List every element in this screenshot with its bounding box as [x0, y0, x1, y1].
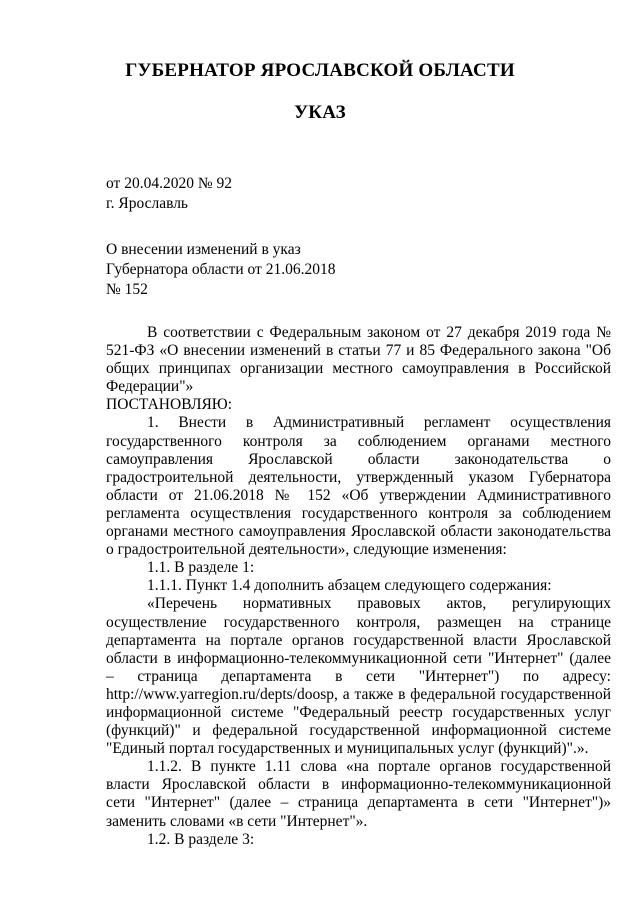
item-1-1-1-paragraph: 1.1.1. Пункт 1.4 дополнить абзацем следующего содержания:: [147, 577, 552, 595]
subject-line-2: Губернатора области от 21.06.2018: [106, 261, 336, 278]
quoted-paragraph: «Перечень нормативных правовых актов, регулирующих осуществление государственного контроля, размещен на странице департамента на портале органов государственной власти Ярославской области в информационно-телекоммуникационной сети "Интернет" (далее – страница департамента в сети "Интернет") по адресу: http://www.yarregion.ru/depts/doosp, а также в федеральной государственной информационной системе "Федеральный реестр государственных услуг (функций)" и федеральной государственной информационной системе "Единый портал государственных и муниципальных услуг (функций)".».: [106, 595, 611, 758]
item-1-1-paragraph: 1.1. В разделе 1:: [147, 559, 255, 577]
date-block: [106, 174, 232, 214]
subject-line-3: № 152: [106, 281, 148, 298]
city: г. Ярославль: [106, 195, 188, 212]
resolve-heading: ПОСТАНОВЛЯЮ:: [106, 396, 233, 414]
date-number: от 20.04.2020 № 92: [106, 175, 232, 192]
preamble-paragraph: В соответствии с Федеральным законом от 27 декабря 2019 года № 521-ФЗ «О внесении изменений в статьи 77 и 85 Федерального закона "Об общих принципах организации местного самоуправления в Российской Федерации"»: [106, 324, 611, 396]
subject-line-1: О внесении изменений в указ: [106, 241, 301, 258]
item-1-paragraph: 1. Внести в Административный регламент осуществления государственного контроля за соблюдением органами местного самоуправления Ярославской области законодательства о градостроительной деятельности, утвержденный указом Губернатора области от 21.06.2018 № 152 «Об утверждении Административного регламента осуществления государственного контроля за соблюдением органами местного самоуправления Ярославской области законодательства о градостроительной деятельности», следующие изменения:: [106, 414, 611, 559]
subject-block: [106, 240, 335, 300]
authority-title: ГУБЕРНАТОР ЯРОСЛАВСКОЙ ОБЛАСТИ: [125, 60, 515, 81]
item-1-1-2-paragraph: 1.1.2. В пункте 1.11 слова «на портале органов государственной власти Ярославской области в информационно-телекоммуникационной сети "Интернет" (далее – страница департамента в сети "Интернет")» заменить словами «в сети "Интернет"».: [106, 758, 611, 830]
document-body: [106, 324, 611, 849]
item-1-2-paragraph: 1.2. В разделе 3:: [147, 830, 255, 848]
document-type: УКАЗ: [294, 102, 346, 123]
